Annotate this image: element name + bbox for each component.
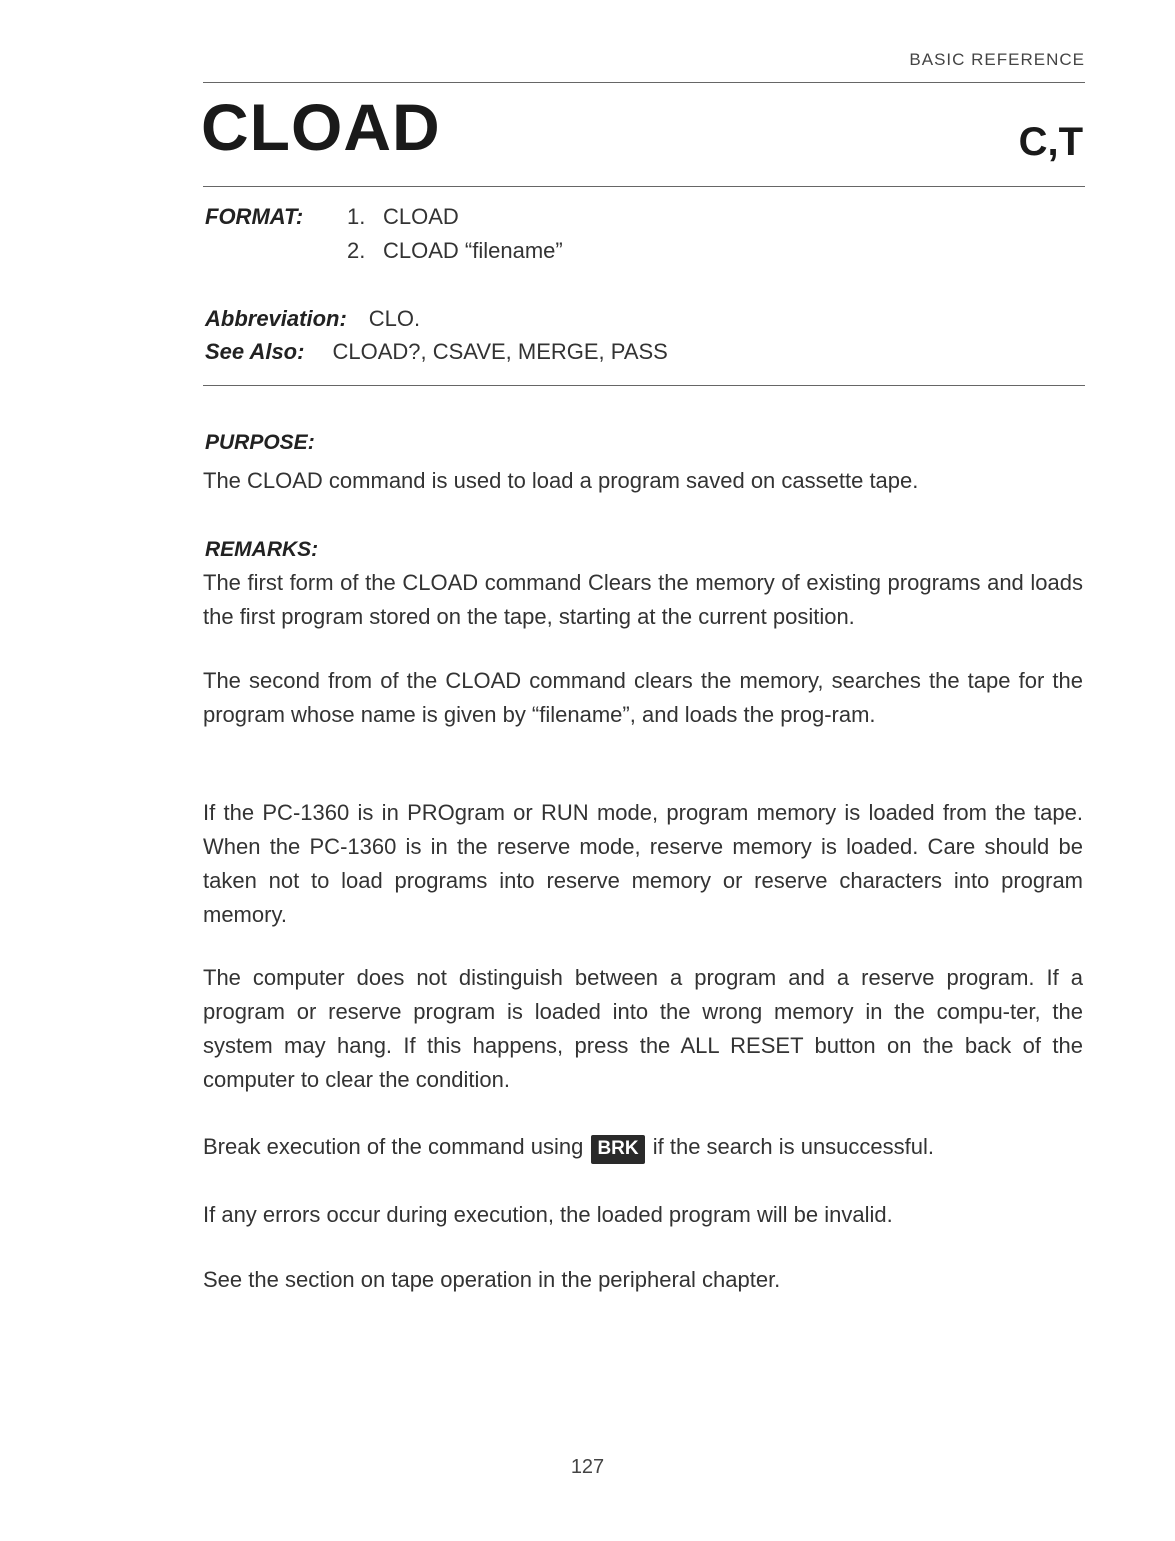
remarks-paragraph: The second from of the CLOAD command clears the memory, searches the tape for the program whose name is given by “filename”, and loads the prog-ram. bbox=[203, 668, 1083, 727]
section-reference: BASIC REFERENCE bbox=[909, 50, 1085, 69]
format-item bbox=[347, 204, 459, 230]
remarks-paragraph: The first form of the CLOAD command Clears the memory of existing programs and loads the first program stored on the tape, starting at the current position. bbox=[203, 570, 1083, 629]
see-also-row bbox=[205, 339, 668, 365]
break-text-before: Break execution of the command using bbox=[203, 1134, 584, 1159]
meta-divider bbox=[203, 385, 1085, 386]
page-number: 127 bbox=[570, 1456, 605, 1478]
abbreviation-value: CLO. bbox=[368, 306, 421, 331]
see-section-note: See the section on tape operation in the peripheral chapter. bbox=[203, 1267, 781, 1292]
break-text-after: if the search is unsuccessful. bbox=[652, 1134, 934, 1159]
purpose-heading: PURPOSE: bbox=[205, 431, 315, 454]
break-instruction bbox=[203, 1130, 1083, 1164]
format-label: FORMAT: bbox=[205, 204, 304, 229]
abbreviation-label: Abbreviation: bbox=[205, 306, 347, 331]
remarks-heading: REMARKS: bbox=[205, 538, 319, 561]
command-modes: C,T bbox=[1018, 120, 1083, 164]
format-item-text: CLOAD “filename” bbox=[383, 238, 563, 263]
format-item-number: 2. bbox=[347, 238, 366, 263]
format-item bbox=[347, 238, 563, 264]
format-item-text: CLOAD bbox=[383, 204, 459, 229]
remarks-paragraph: The computer does not distinguish between a program and a reserve program. If a program or reserve program is loaded into the wrong memory in the compu-ter, the system may hang. If this happens, press the ALL RESET button on the back of the computer to clear the condition. bbox=[203, 965, 1083, 1092]
see-also-label: See Also: bbox=[205, 339, 305, 364]
command-title: CLOAD bbox=[201, 90, 441, 164]
format-item-number: 1. bbox=[347, 204, 366, 229]
header-divider bbox=[203, 82, 1085, 83]
abbreviation-row bbox=[205, 306, 420, 332]
purpose-text: The CLOAD command is used to load a program saved on cassette tape. bbox=[203, 468, 919, 493]
title-divider bbox=[203, 186, 1085, 187]
errors-note: If any errors occur during execution, the loaded program will be invalid. bbox=[203, 1202, 893, 1227]
remarks-paragraph: If the PC-1360 is in PROgram or RUN mode, program memory is loaded from the tape. When the PC-1360 is in the reserve mode, reserve memory is loaded. Care should be taken not to load programs into reserve memory or reserve characters into program memory. bbox=[203, 800, 1083, 927]
see-also-value: CLOAD?, CSAVE, MERGE, PASS bbox=[332, 339, 668, 364]
brk-key-icon: BRK bbox=[591, 1135, 644, 1164]
